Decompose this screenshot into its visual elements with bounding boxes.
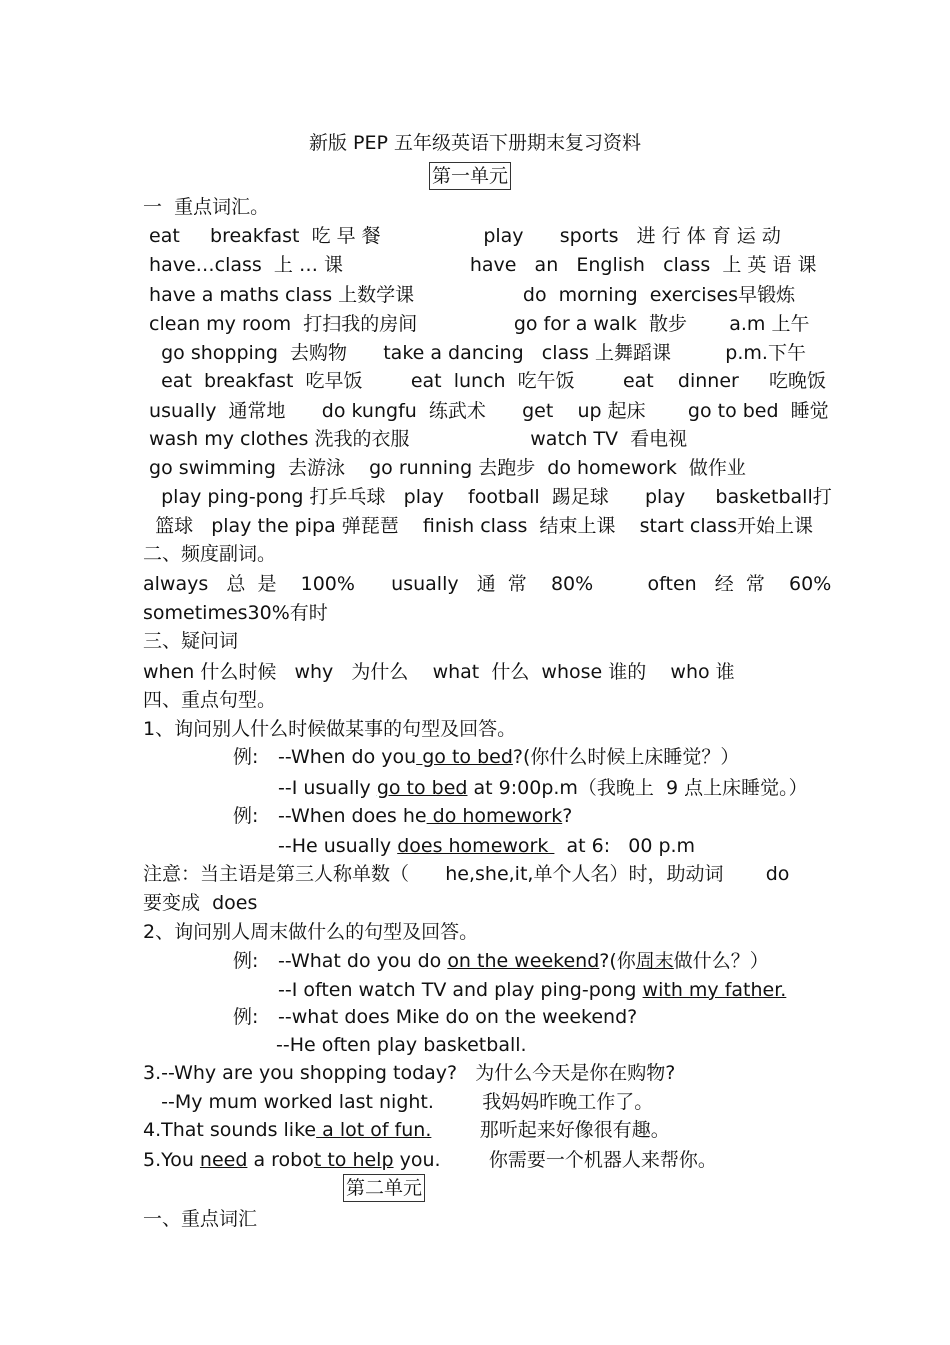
example-label: 例: [233,805,259,827]
section-question-words-heading: 三、疑问词 [143,630,239,652]
sentence-4: 4.That sounds like a lot of fun. 那听起来好像很有趣。 [143,1119,670,1141]
section-vocab-heading: 一 重点词汇。 [143,196,270,218]
example-label: 例: [233,1006,259,1028]
pattern-2-heading: 2、询问别人周末做什么的句型及回答。 [143,921,479,943]
sentence-3a: 3.--Why are you shopping today? 为什么今天是你在购物? [143,1062,676,1084]
sentence-5: 5.You need a robot to help you. 你需要一个机器人来帮你。 [143,1149,717,1171]
vocab-line: have…class 上 … 课 have an English class 上 英 语 课 [143,254,817,276]
page-title: 新版 PEP 五年级英语下册期末复习资料 [309,132,641,154]
example-label: 例: [233,950,259,972]
vocab-line: go shopping 去购物 take a dancing class 上舞蹈课 p.m.下午 [143,342,806,364]
unit1-heading: 第一单元 [429,162,511,190]
question-words-line: when 什么时候 why 为什么 what 什么 whose 谁的 who 谁 [143,661,735,683]
example-sentence: --When does he do homework? [278,805,573,827]
vocab-line: 篮球 play the pipa 弹琵琶 finish class 结束上课 start class开始上课 [143,515,814,537]
example-sentence: --When do you go to bed?(你什么时候上床睡觉？） [278,746,740,768]
example-answer: --He often play basketball. [276,1034,527,1056]
vocab-line: eat breakfast 吃 早 餐 play sports 进 行 体 育 运 动 [143,225,781,247]
note-line: 注意：当主语是第三人称单数（ he,she,it,单个人名）时，助动词 do [143,863,790,885]
unit2-vocab-heading: 一、重点词汇 [143,1208,258,1230]
note-line: 要变成 does [143,892,258,914]
vocab-line: go swimming 去游泳 go running 去跑步 do homework 做作业 [143,457,746,479]
example-answer: --I usually go to bed at 9:00p.m（我晚上 9 点上床睡觉。） [278,777,808,799]
vocab-line: eat breakfast 吃早饭 eat lunch 吃午饭 eat dinner 吃晚饭 [143,370,827,392]
unit2-heading: 第二单元 [343,1174,425,1202]
example-sentence: --what does Mike do on the weekend? [278,1006,638,1028]
vocab-line: wash my clothes 洗我的衣服 watch TV 看电视 [143,428,688,450]
vocab-line: clean my room 打扫我的房间 go for a walk 散步 a.m 上午 [143,313,810,335]
section-frequency-heading: 二、频度副词。 [143,543,277,565]
example-label: 例: [233,746,259,768]
example-answer: --I often watch TV and play ping-pong with my father. [278,979,787,1001]
vocab-line: usually 通常地 do kungfu 练武术 get up 起床 go to bed 睡觉 [143,400,829,422]
frequency-line: sometimes30%有时 [143,602,328,624]
sentence-3b: --My mum worked last night. 我妈妈昨晚工作了。 [143,1091,654,1113]
example-sentence: --What do you do on the weekend?(你周末做什么？） [278,950,769,972]
vocab-line: have a maths class 上数学课 do morning exercises早锻炼 [143,284,796,306]
section-sentences-heading: 四、重点句型。 [143,689,277,711]
vocab-line: play ping-pong 打乒乓球 play football 踢足球 play basketball打 [143,486,832,508]
example-answer: --He usually does homework at 6: 00 p.m [278,835,696,857]
pattern-1-heading: 1、询问别人什么时候做某事的句型及回答。 [143,718,517,740]
frequency-line: always 总 是 100% usually 通 常 80% often 经 常 60% [143,573,832,595]
